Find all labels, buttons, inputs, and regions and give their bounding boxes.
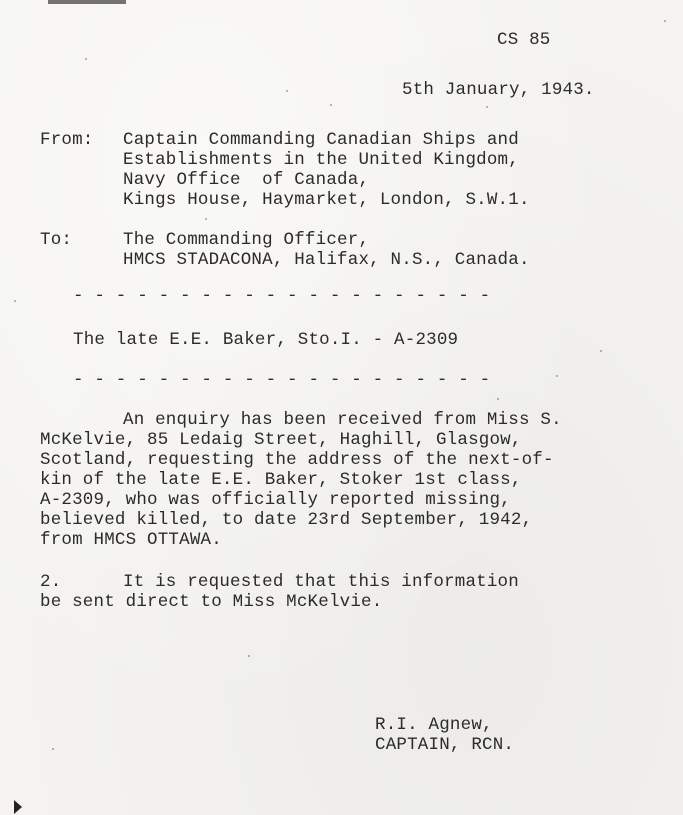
paragraph-2-line: be sent direct to Miss McKelvie. [40,592,383,612]
paragraph-1-line: A-2309, who was officially reported missing, [40,490,511,510]
paper-speck [52,748,54,750]
letter-date: 5th January, 1943. [402,80,595,100]
signatory-title: CAPTAIN, RCN. [375,735,515,755]
from-line: Establishments in the United Kingdom, [123,150,519,170]
top-edge-mark [48,0,126,4]
paper-speck [600,350,602,352]
paper-speck [664,20,666,22]
paper-speck [85,58,87,60]
from-label: From: [40,130,94,150]
paragraph-1-line: from HMCS OTTAWA. [40,530,222,550]
paper-speck [556,375,558,377]
paragraph-1-line: kin of the late E.E. Baker, Stoker 1st class, [40,470,522,490]
paper-speck [497,398,499,400]
from-line: Captain Commanding Canadian Ships and [123,130,519,150]
paper-speck [14,300,16,302]
paragraph-1-line: An enquiry has been received from Miss S. [123,410,562,430]
paragraph-1-line: Scotland, requesting the address of the next-of- [40,450,554,470]
to-line: The Commanding Officer, [123,230,370,250]
paper-speck [486,106,488,108]
subject-line: The late E.E. Baker, Sto.I. - A-2309 [73,330,459,350]
from-line: Kings House, Haymarket, London, S.W.1. [123,190,530,210]
paper-speck [330,104,332,106]
reference-number: CS 85 [497,30,551,50]
signatory-name: R.I. Agnew, [375,715,493,735]
from-line: Navy Office of Canada, [123,170,370,190]
paper-speck [248,655,250,657]
paragraph-1-line: McKelvie, 85 Ledaig Street, Haghill, Glasgow, [40,430,522,450]
to-label: To: [40,230,73,250]
paragraph-2-number: 2. [40,572,62,592]
paragraph-1-line: believed killed, to date 23rd September, 1942, [40,510,533,530]
paper-speck [205,218,207,220]
paragraph-2-line: It is requested that this information [123,572,519,592]
paper-speck [286,90,288,92]
subject-rule-top: - - - - - - - - - - - - - - - - - - - - [73,286,491,306]
to-line: HMCS STADACONA, Halifax, N.S., Canada. [123,250,530,270]
corner-mark [14,800,22,814]
subject-rule-bottom: - - - - - - - - - - - - - - - - - - - - [73,370,491,390]
